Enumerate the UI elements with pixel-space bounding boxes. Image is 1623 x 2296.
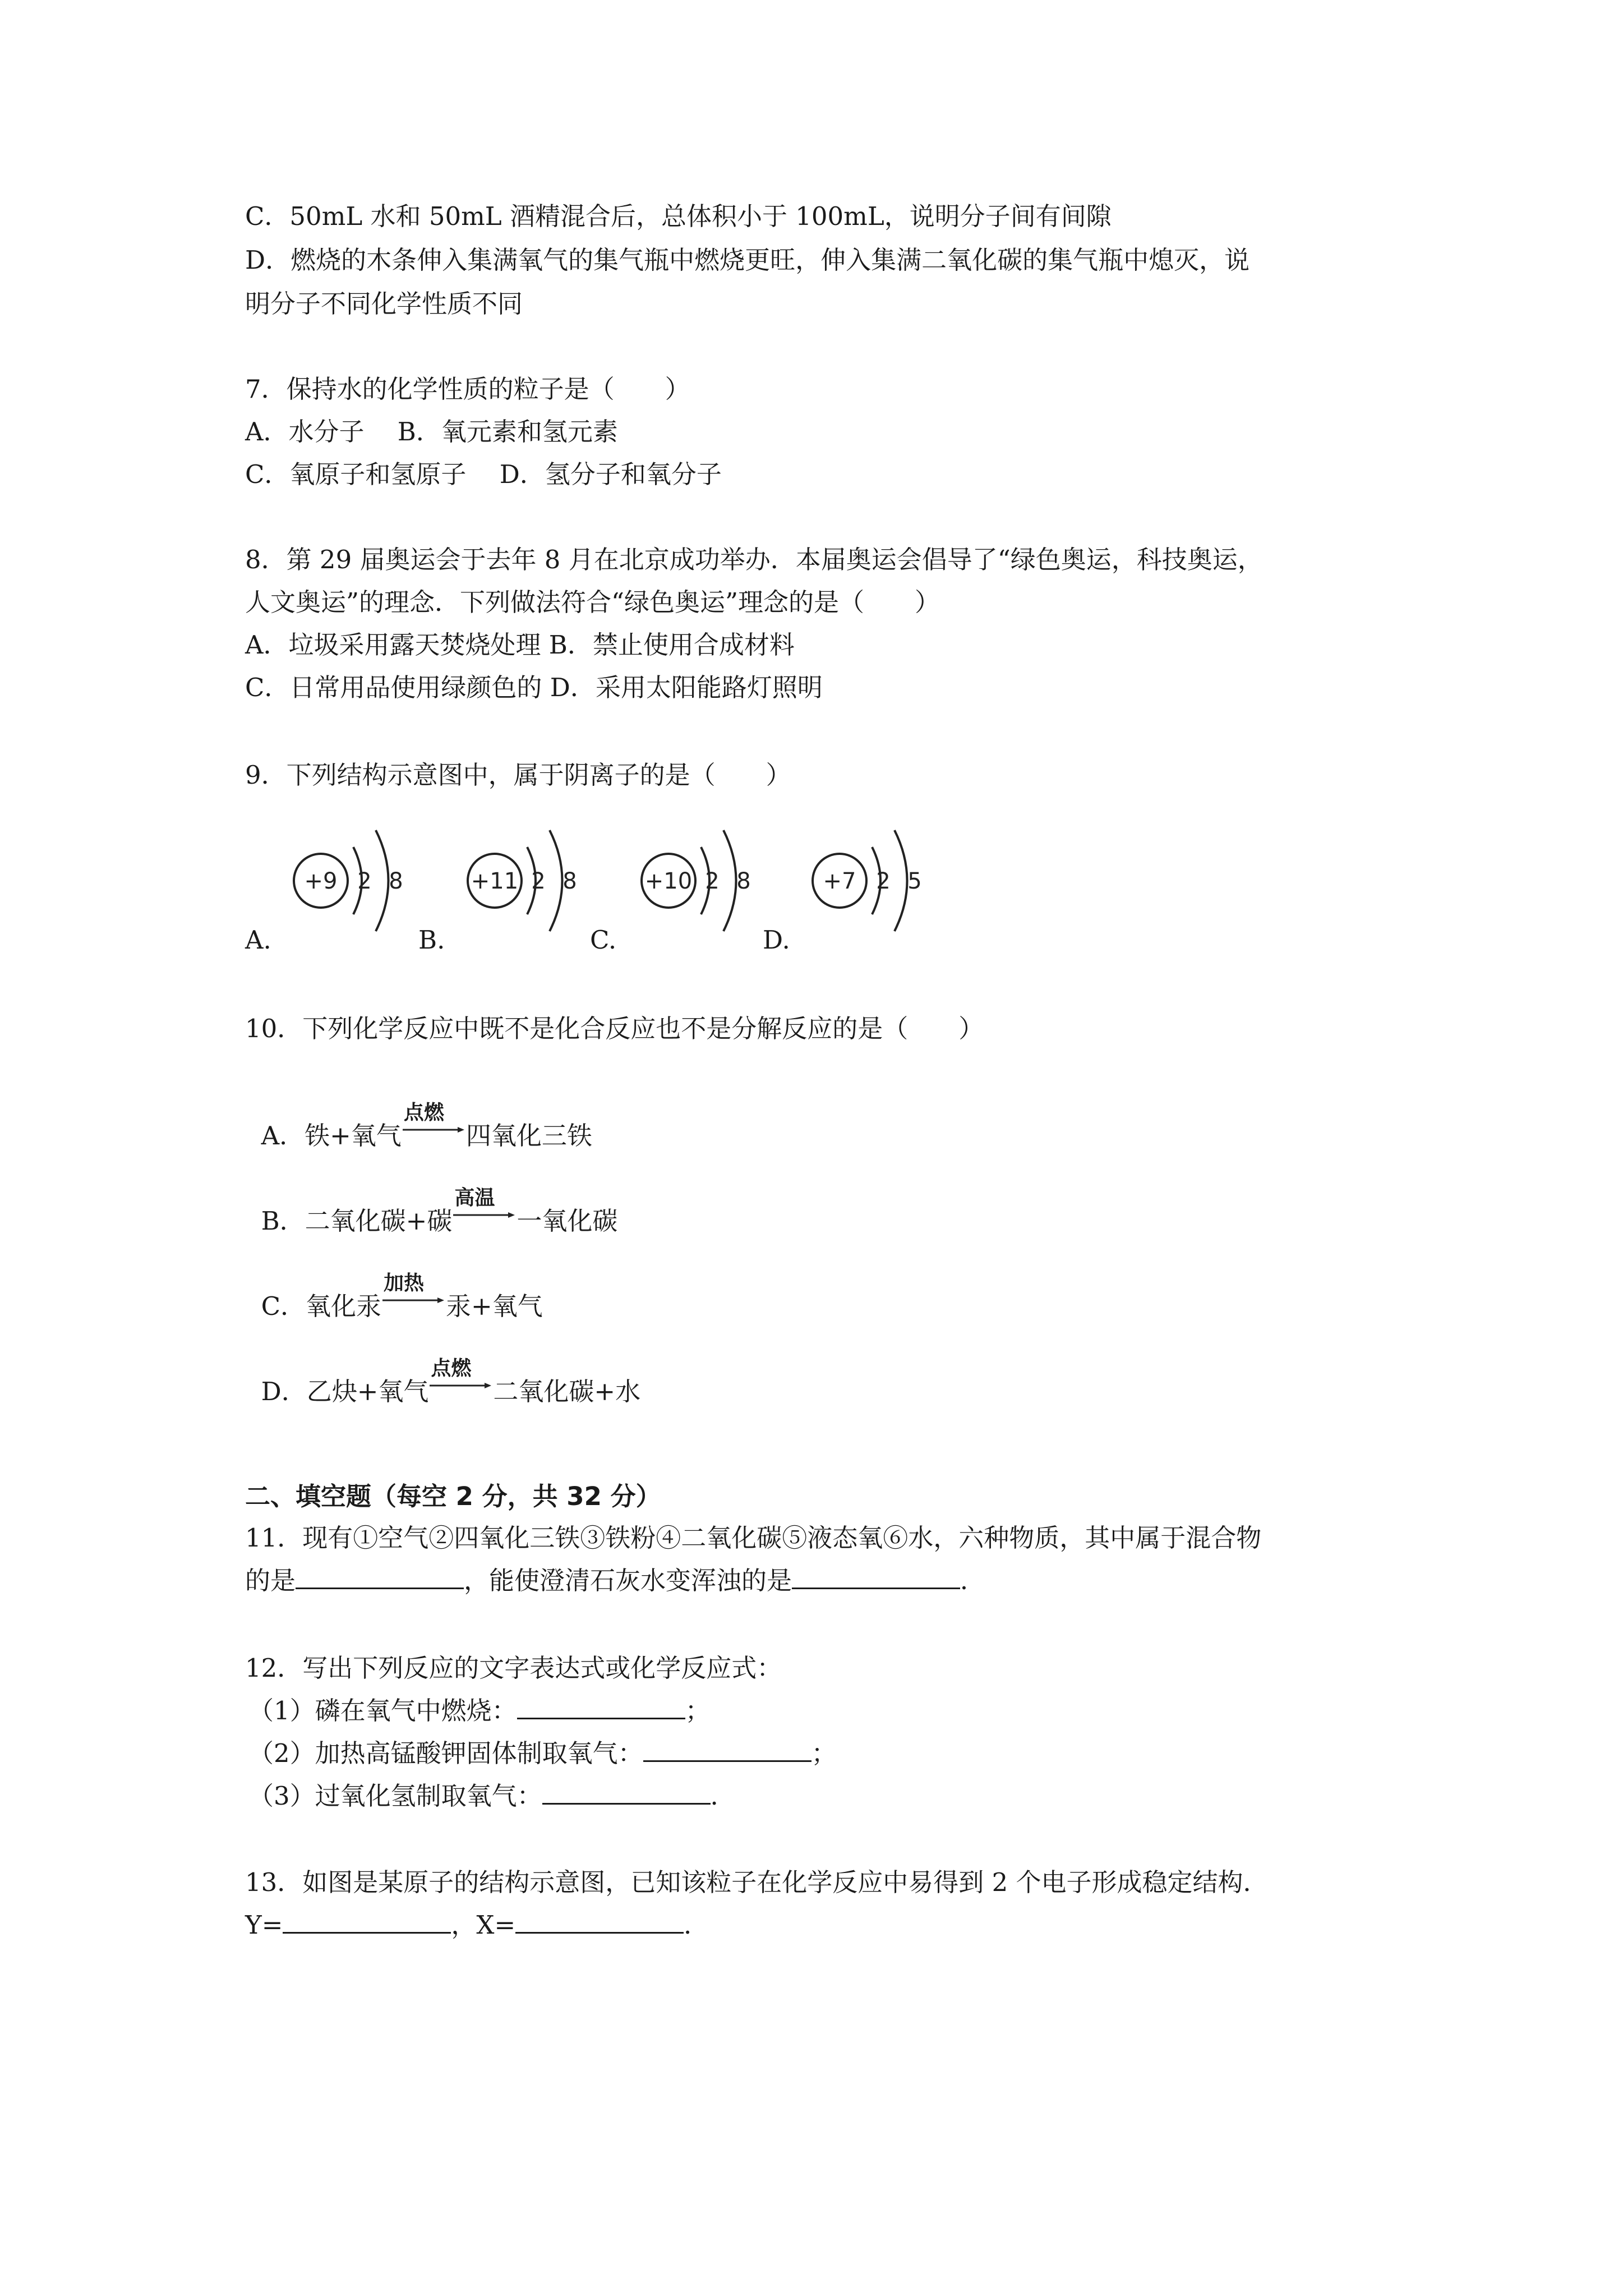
- reaction-condition: 点燃: [403, 1101, 444, 1124]
- electron-shell-arc: [723, 830, 736, 931]
- q12-stem: 12．写出下列反应的文字表达式或化学反应式：: [245, 1653, 782, 1683]
- q6-option-d-line1: D．燃烧的木条伸入集满氧气的集气瓶中燃烧更旺，伸入集满二氧化碳的集气瓶中熄灭，说: [245, 245, 1250, 275]
- q10-option-b: [245, 1167, 617, 1237]
- q11-end: ．: [960, 1566, 986, 1595]
- reaction-arrow: [381, 1272, 446, 1315]
- shell2-electrons: 8: [562, 868, 577, 894]
- q11-text-part1: 的是: [245, 1566, 296, 1595]
- reactants: C．氧化汞: [261, 1291, 382, 1321]
- q9-option-d-label: D.: [763, 925, 790, 955]
- q7-options-ab: A．水分子 B．氧元素和氢元素: [245, 417, 618, 447]
- reactants: D．乙炔+氧气: [261, 1377, 429, 1406]
- shell2-electrons: 8: [389, 868, 403, 894]
- q12-item-end: ；: [811, 1738, 837, 1768]
- q12-item-3: [248, 1780, 736, 1812]
- q12-item-end: ．: [710, 1781, 736, 1811]
- section-title: 二、填空题（每空 2 分，共 32 分）: [245, 1481, 661, 1511]
- q13-y-label: Y=: [245, 1910, 283, 1940]
- products: 四氧化三铁: [465, 1121, 592, 1151]
- q10-option-d: [245, 1337, 640, 1407]
- reactants: B．二氧化碳+碳: [261, 1206, 453, 1236]
- q12-item-text: （1）磷在氧气中燃烧：: [248, 1696, 517, 1726]
- q9-option-b-label: B.: [418, 925, 445, 955]
- q8-options-cd: C．日常用品使用绿颜色的 D．采用太阳能路灯照明: [245, 673, 823, 702]
- products: 汞+氧气: [446, 1291, 543, 1321]
- q11-text-part2: ，能使澄清石灰水变浑浊的是: [464, 1566, 792, 1595]
- q13-end: ．: [684, 1910, 709, 1940]
- atom-diagram-c: [634, 808, 774, 954]
- q11-line1: 11．现有①空气②四氧化三铁③铁粉④二氧化碳⑤液态氧⑥水，六种物质，其中属于混合物: [245, 1523, 1262, 1553]
- shell2-electrons: 8: [736, 868, 751, 894]
- atom-diagram-a: [286, 808, 426, 954]
- answer-blank[interactable]: [296, 1565, 464, 1589]
- answer-blank[interactable]: [515, 1910, 684, 1934]
- q12-item-2: [248, 1738, 837, 1769]
- reactants: A．铁+氧气: [261, 1121, 402, 1151]
- nucleus-charge: +11: [471, 868, 519, 894]
- atom-diagram-b: [460, 808, 600, 954]
- q9-option-a-label: A.: [245, 925, 271, 955]
- shell1-electrons: 2: [876, 868, 891, 894]
- answer-blank[interactable]: [283, 1910, 451, 1934]
- shell1-electrons: 2: [531, 868, 546, 894]
- q8-options-ab: A．垃圾采用露天焚烧处理 B．禁止使用合成材料: [245, 630, 795, 660]
- shell1-electrons: 2: [705, 868, 720, 894]
- reaction-arrow: [428, 1357, 493, 1400]
- reaction-condition: 加热: [384, 1272, 425, 1295]
- reaction-condition: 点燃: [431, 1357, 472, 1380]
- nucleus-charge: +9: [304, 868, 338, 894]
- answer-blank[interactable]: [517, 1695, 685, 1719]
- q6-option-c: C．50mL 水和 50mL 酒精混合后，总体积小于 100mL，说明分子间有间隙: [245, 201, 1112, 231]
- answer-blank[interactable]: [643, 1738, 811, 1762]
- q12-item-end: ；: [685, 1696, 711, 1726]
- q12-item-text: （2）加热高锰酸钾固体制取氧气：: [248, 1738, 643, 1768]
- q13-stem: 13．如图是某原子的结构示意图，已知该粒子在化学反应中易得到 2 个电子形成稳定结构．: [245, 1867, 1269, 1897]
- shell1-electrons: 2: [357, 868, 372, 894]
- reaction-arrow: [402, 1101, 466, 1144]
- q12-item-text: （3）过氧化氢制取氧气：: [248, 1781, 542, 1811]
- electron-shell-arc: [376, 830, 389, 931]
- q13-x-label: ，X=: [451, 1910, 516, 1940]
- answer-blank[interactable]: [792, 1565, 960, 1589]
- q8-stem-line1: 8．第 29 届奥运会于去年 8 月在北京成功举办．本届奥运会倡导了“绿色奥运，科技奥运，: [245, 545, 1263, 574]
- arrow-icon: [402, 1125, 466, 1134]
- products: 二氧化碳+水: [493, 1377, 641, 1406]
- atom-diagram-d: [805, 808, 945, 954]
- products: 一氧化碳: [517, 1206, 618, 1236]
- q10-option-a: [245, 1082, 592, 1152]
- q13-answers: [245, 1910, 709, 1941]
- q10-stem: 10．下列化学反应中既不是化合反应也不是分解反应的是（ ）: [245, 1014, 984, 1043]
- nucleus-charge: +7: [823, 868, 856, 894]
- q11-line2: [245, 1565, 985, 1596]
- arrow-icon: [381, 1296, 446, 1305]
- q9-stem: 9．下列结构示意图中，属于阴离子的是（ ）: [245, 760, 791, 790]
- shell2-electrons: 5: [907, 868, 922, 894]
- arrow-icon: [428, 1381, 493, 1390]
- reaction-arrow: [452, 1186, 517, 1230]
- electron-shell-arc: [895, 830, 907, 931]
- q12-item-1: [248, 1695, 711, 1727]
- reaction-condition: 高温: [454, 1186, 495, 1209]
- electron-shell-arc: [550, 830, 562, 931]
- q6-option-d-line2: 明分子不同化学性质不同: [245, 289, 523, 319]
- answer-blank[interactable]: [542, 1780, 711, 1805]
- nucleus-charge: +10: [644, 868, 693, 894]
- q9-option-c-label: C.: [590, 925, 617, 955]
- q10-option-c: [245, 1252, 543, 1322]
- q7-options-cd: C．氧原子和氢原子 D．氢分子和氧分子: [245, 459, 722, 489]
- arrow-icon: [452, 1211, 517, 1220]
- q7-stem: 7．保持水的化学性质的粒子是（ ）: [245, 374, 690, 404]
- q8-stem-line2: 人文奥运”的理念．下列做法符合“绿色奥运”理念的是（ ）: [245, 587, 940, 617]
